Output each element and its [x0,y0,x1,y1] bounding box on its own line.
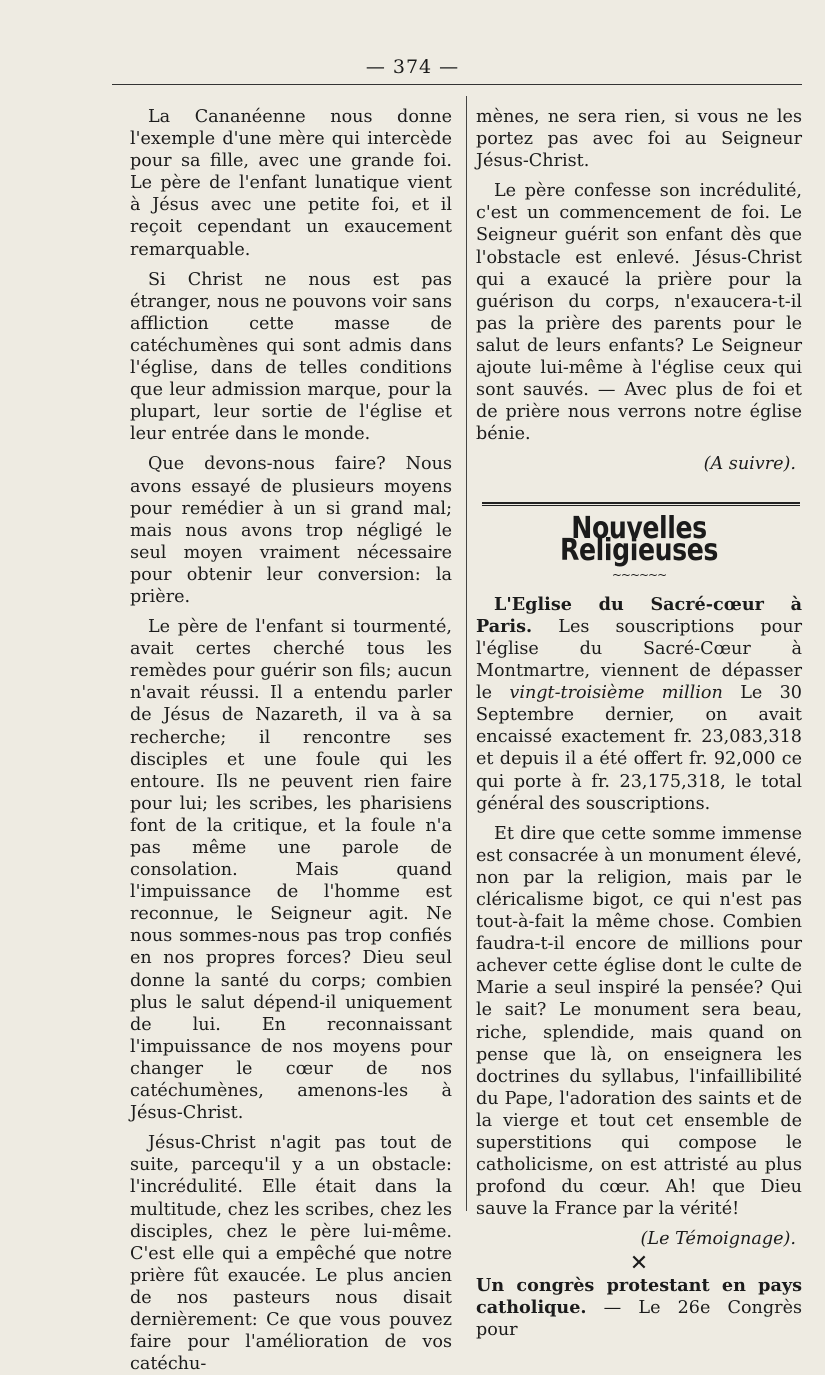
paragraph: Si Christ ne nous est pas étranger, nous ne pouvons voir sans affliction cette masse de catéchumènes qui sont admis dans l'église, dans de telles conditions que leur admission marque, pour la plupart, leur sortie de l'église et leur entrée dans le monde. [130,269,452,445]
attribution: (Le Témoignage). [640,1229,796,1250]
column-divider [466,96,467,1211]
article-paragraph [476,594,802,815]
right-column [476,106,802,1341]
paragraph: Jésus-Christ n'agit pas tout de suite, parcequ'il y a un obstacle: l'incrédulité. Elle était dans la multitude, chez les scribes, chez les disciples, chez le père lui-même. C'est elle qui a empêché que notre prière fût exaucée. Le plus ancien de nos pasteurs nous disait dernièrement: Ce que vous pouvez faire pour l'amélioration de vos catéchu- [130,1133,452,1375]
paragraph: Que devons-nous faire? Nous avons essayé de plusieurs moyens pour remédier à un si grand mal; mais nous avons trop négligé le seul moyen vraiment nécessaire pour obtenir leur conversion: la prière. [130,454,452,607]
separator-cross-icon: ✕ [629,1250,649,1276]
header-rule [112,84,802,85]
article-headline: L'Eglise du Sacré-cœur à Paris. [476,593,802,637]
paragraph: La Cananéenne nous donne l'exemple d'une mère qui intercède pour sa fille, avec une grande foi. Le père de l'enfant lunatique vient à Jésus avec une petite foi, et il reçoit cependant un exaucement remarquable. [130,107,452,260]
article-paragraph [476,1275,802,1341]
section-title: Nouvelles Religieuses [560,510,718,568]
article-emphasis: vingt-troisième million [509,683,723,704]
section-rule [482,502,800,506]
attribution: (A suivre). [703,454,796,475]
article-text: Les souscriptions pour l'église du Sacré-Cœur à Montmartre, viennent de dépasser le [476,616,802,704]
article-headline: Un congrès protestant en pays catholique. [476,1274,802,1318]
article-paragraph: Et dire que cette somme immense est consacrée à un monument élevé, non par la religion, mais par le cléricalisme bigot, ce qui n'est pas tout-à-fait la même chose. Combien faudra-t-il encore de millions pour achever cette église dont le culte de Marie a seul inspiré la pensée? Qui le sait? Le monument sera beau, riche, splendide, mais quand on pense que là, on enseignera les doctrines du syllabus, l'infaillibilité du Pape, l'adoration des saints et de la vierge et tout cet ensemble de superstitions qui compose le catholicisme, on est attristé au plus profond du cœur. Ah! que Dieu sauve la France par la vérité! [476,823,802,1220]
paragraph-continuation: mènes, ne sera rien, si vous ne les portez pas avec foi au Seigneur Jésus-Christ. [476,107,802,172]
article-text: Le 30 Septembre dernier, on avait encaissé exactement fr. 23,083,318 et depuis il a été offert fr. 92,000 ce qui porte à fr. 23,175,318, le total général des souscriptions. [476,683,802,814]
ornament: ~~~~~~ [611,567,667,582]
article-text: — Le 26e Congrès pour [476,1297,803,1340]
page-number: — 374 — [365,56,460,78]
paragraph: Le père confesse son incrédulité, c'est un commencement de foi. Le Seigneur guérit son enfant dès que l'obstacle est enlevé. Jésus-Christ qui a exaucé la prière pour la guérison du corps, n'exaucera-t-il pas la prière des parents pour le salut de leurs enfants? Le Seigneur ajoute lui-même à l'église ceux qui sont sauvés. — Avec plus de foi et de prière nous verrons notre église bénie. [476,181,802,445]
paragraph: Le père de l'enfant si tourmenté, avait certes cherché tous les remèdes pour guérir son fils; aucun n'avait réussi. Il a entendu parler de Jésus de Nazareth, il va à sa recherche; il rencontre ses disciples et une foule qui les entoure. Ils ne peuvent rien faire pour lui; les scribes, les pharisiens font de la critique, et la foule n'a pas même une parole de consolation. Mais quand l'impuissance de l'homme est reconnue, le Seigneur agit. Ne nous sommes-nous pas trop confiés en nos propres forces? Dieu seul donne la santé du corps; combien plus le salut dépend-il uniquement de lui. En reconnaissant l'impuissance de nos moyens pour changer le cœur de nos catéchumènes, amenons-les à Jésus-Christ. [130,617,452,1124]
left-column [130,106,452,1375]
